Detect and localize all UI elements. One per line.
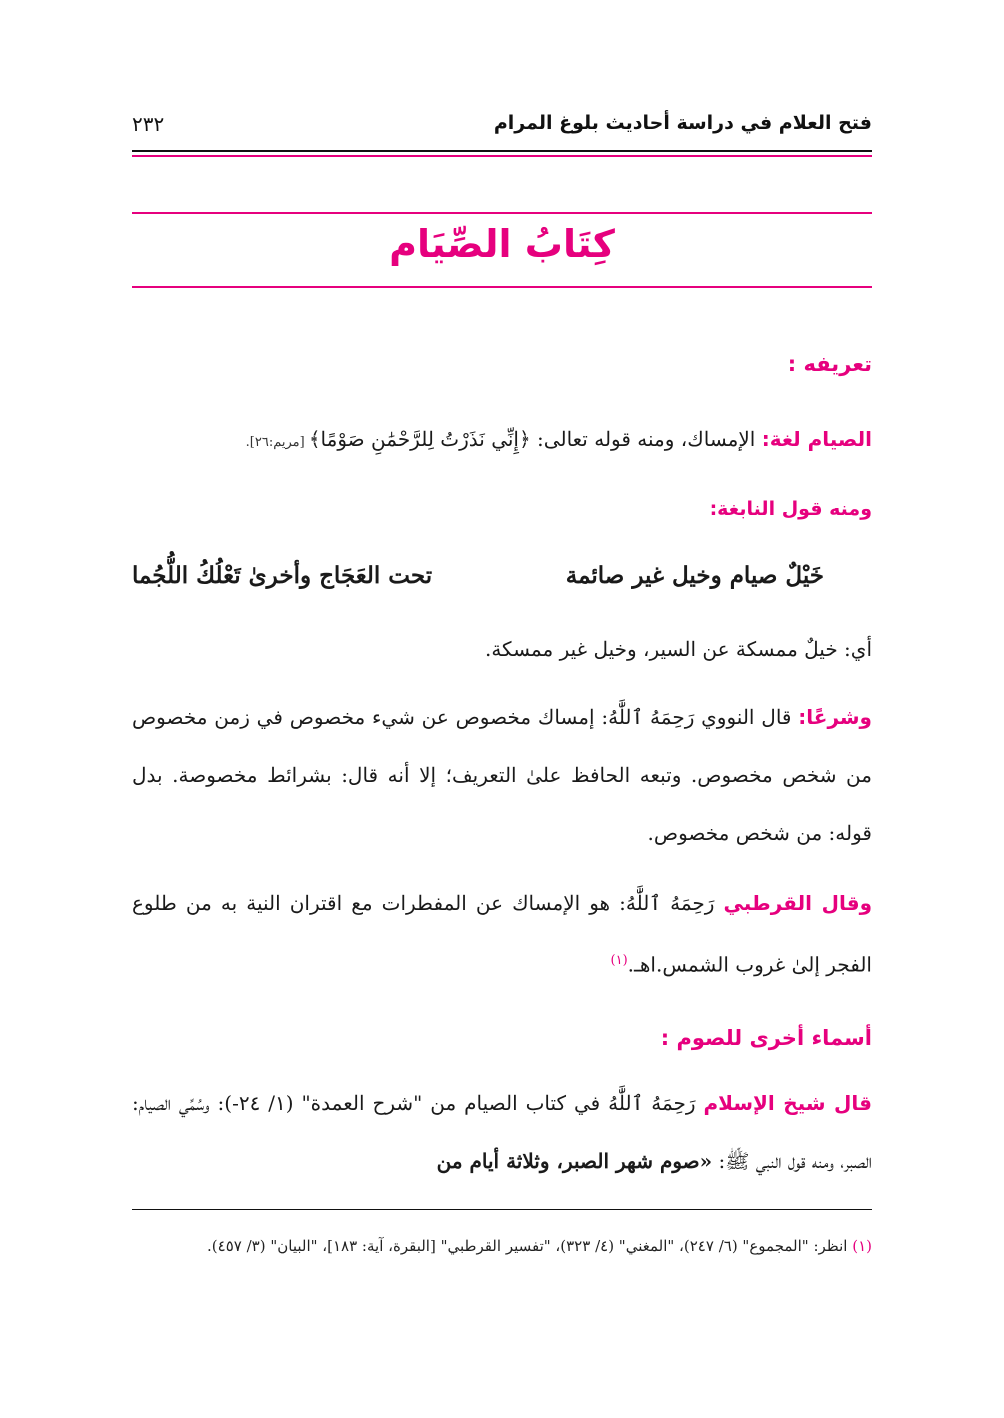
- label-qurtubi: وقال القرطبي: [723, 891, 872, 915]
- footnote-number: (١): [852, 1237, 872, 1255]
- paragraph-qurtubi: [132, 874, 872, 994]
- footnote-text: انظر: "المجموع" (٦/ ٢٤٧)، "المغني" (٤/ ٣٢٣)، "تفسير القرطبي" [البقرة، آية: ١٨٣]، "البيان" (٣/ ٤٥٧).: [207, 1237, 853, 1255]
- quran-verse: ﴿إِنِّي نَذَرْتُ لِلرَّحْمَٰنِ صَوْمًا﴾: [308, 427, 531, 451]
- text-sheikh: رَحِمَهُ ٱللَّٰهُ في كتاب الصيام من "شرح العمدة" (١/ ٢٤-): وسُمِّي الصيام: الصبر، ومنه قول النبي ﷺ:: [132, 1091, 872, 1173]
- quran-reference: [مريم:٢٦].: [245, 435, 309, 450]
- running-title: فتح العلام في دراسة أحاديث بلوغ المرام: [493, 112, 872, 134]
- running-head: [132, 112, 872, 146]
- text-lang: الإمساك، ومنه قوله تعالى:: [530, 427, 762, 451]
- heading-other-names: أسماء أخرى للصوم :: [660, 1026, 872, 1050]
- poem-gloss: أي: خيلٌ ممسكة عن السير، وخيل غير ممسكة.: [484, 637, 872, 661]
- header-rule-black: [132, 150, 872, 152]
- poem-hemistich-1: خَيْلٌ صيام وخيل غير صائمة: [565, 562, 824, 589]
- label-sheikh: قال شيخ الإسلام: [703, 1091, 872, 1115]
- label-shar: وشرعًا:: [798, 705, 872, 729]
- poem-verse: [132, 562, 872, 606]
- paragraph-sheikh: [132, 1074, 872, 1190]
- poet-intro: ومنه قول النابغة:: [709, 498, 872, 520]
- footnote-mark[interactable]: (١): [610, 953, 628, 968]
- hadith-text: «صوم شهر الصبر، وثلاثة أيام من: [436, 1149, 713, 1173]
- heading-definition: تعريفه :: [787, 352, 872, 376]
- paragraph-lang: [132, 410, 872, 472]
- label-lang: الصيام لغة:: [761, 427, 872, 451]
- poem-hemistich-2: تحت العَجَاج وأخرىٰ تَعْلُكُ اللُّجُما: [132, 562, 433, 589]
- header-rule-pink: [132, 155, 872, 157]
- title-rule-bottom: [132, 286, 872, 288]
- title-rule-top: [132, 212, 872, 214]
- footnote-rule: [132, 1209, 872, 1210]
- chapter-title: كِتَابُ الصِّيَام: [389, 222, 615, 266]
- text-shar: قال النووي رَحِمَهُ ٱللَّٰهُ: إمساك مخصوص عن شيء مخصوص في زمن مخصوص من شخص مخصوص. وتبعه الحافظ علىٰ التعريف؛ إلا أنه قال: بشرائط مخصوصة. بدل قوله: من شخص مخصوص.: [132, 705, 872, 845]
- footnote: [132, 1232, 872, 1260]
- text-qurtubi: رَحِمَهُ ٱللَّٰهُ: هو الإمساك عن المفطرات مع اقتران النية به من طلوع الفجر إلىٰ غروب الشمس.اهـ.: [132, 891, 872, 977]
- paragraph-shar: [132, 688, 872, 862]
- page-number: ٢٣٢: [132, 112, 165, 136]
